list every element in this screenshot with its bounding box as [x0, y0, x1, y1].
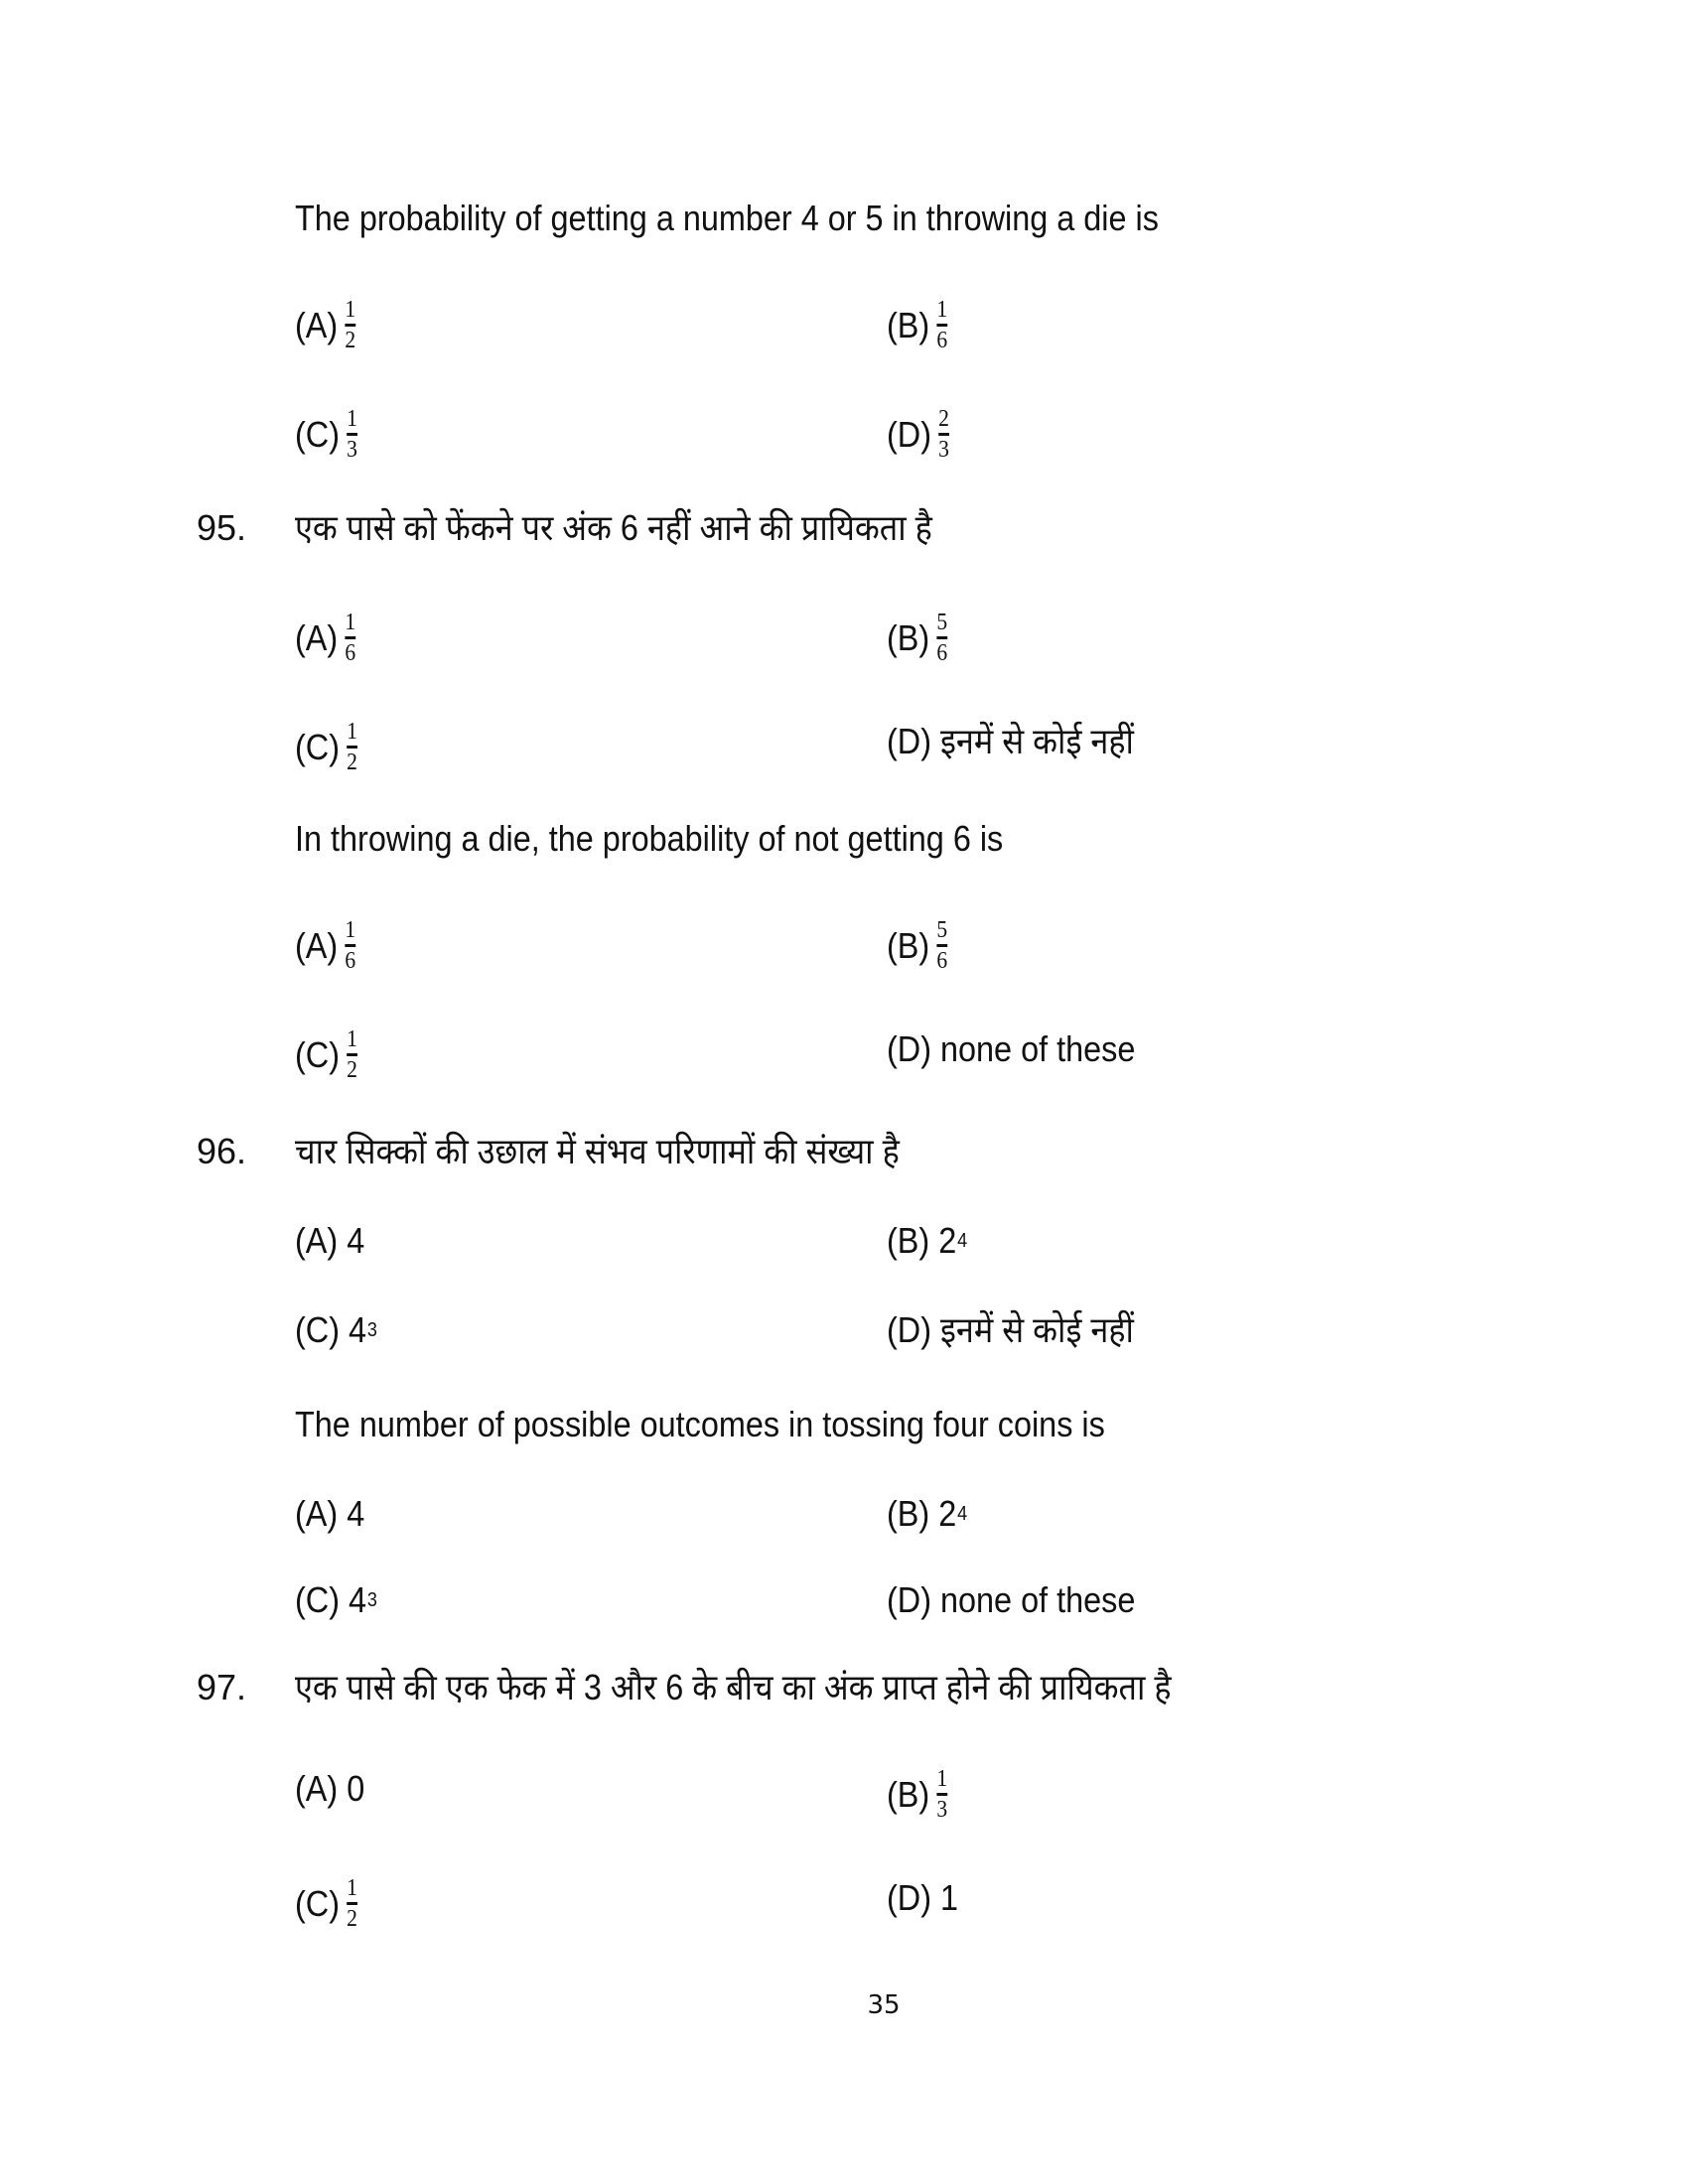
- option-c: (C) $\frac{1}{3}$: [295, 406, 357, 463]
- option-a: (A) $\frac{1}{6}$: [295, 917, 356, 974]
- option-a: (A) $\frac{1}{2}$: [295, 297, 356, 353]
- question-text: The probability of getting a number 4 or 5 in throwing a die is: [295, 198, 1159, 238]
- option-d: (D) इनमें से कोई नहीं: [887, 1309, 1134, 1350]
- question-number: 96.: [197, 1131, 247, 1171]
- option-b: (B) 2 4: [887, 1493, 968, 1534]
- option-a: (A) $\frac{1}{6}$: [295, 610, 356, 666]
- fraction: $\frac{1}{3}$: [347, 406, 357, 463]
- page-number: 35: [867, 1990, 901, 2020]
- option-d: (D) $\frac{2}{3}$: [887, 406, 949, 463]
- option-b: (B) $\frac{1}{3}$: [887, 1766, 948, 1823]
- option-b: (B) $\frac{1}{6}$: [887, 297, 948, 353]
- fraction: $\frac{1}{2}$: [347, 1875, 357, 1932]
- fraction: $\frac{1}{2}$: [345, 297, 356, 353]
- option-a: (A) 0: [295, 1768, 365, 1809]
- option-a: (A) 4: [295, 1220, 365, 1261]
- option-d: (D) none of these: [887, 1579, 1136, 1620]
- fraction: $\frac{1}{3}$: [936, 1766, 948, 1823]
- option-c: (C) 4 3: [295, 1579, 377, 1620]
- option-d: (D) इनमें से कोई नहीं: [887, 721, 1134, 761]
- fraction: $\frac{5}{6}$: [936, 610, 948, 666]
- option-a: (A) 4: [295, 1493, 365, 1534]
- option-c: (C) 4 3: [295, 1309, 377, 1350]
- question-number: 97.: [197, 1667, 247, 1707]
- fraction: $\frac{5}{6}$: [936, 917, 948, 974]
- fraction: $\frac{1}{2}$: [347, 1026, 357, 1083]
- question-text: एक पासे की एक फेक में 3 और 6 के बीच का अंक प्राप्त होने की प्रायिकता है: [295, 1667, 1172, 1707]
- option-c: (C) $\frac{1}{2}$: [295, 1875, 357, 1932]
- question-number: 95.: [197, 507, 247, 548]
- fraction: $\frac{1}{6}$: [936, 297, 948, 353]
- option-b: (B) 2 4: [887, 1220, 968, 1261]
- option-c: (C) $\frac{1}{2}$: [295, 1026, 357, 1083]
- fraction: $\frac{1}{6}$: [345, 610, 356, 666]
- fraction: $\frac{2}{3}$: [938, 406, 949, 463]
- question-text: The number of possible outcomes in tossing four coins is: [295, 1404, 1105, 1444]
- option-b: (B) $\frac{5}{6}$: [887, 610, 948, 666]
- option-d: (D) none of these: [887, 1028, 1136, 1069]
- option-d: (D) 1: [887, 1877, 959, 1918]
- fraction: $\frac{1}{2}$: [347, 719, 357, 775]
- question-text: चार सिक्कों की उछाल में संभव परिणामों की संख्या है: [295, 1131, 900, 1171]
- question-text: एक पासे को फेंकने पर अंक 6 नहीं आने की प्रायिकता है: [295, 507, 932, 548]
- option-c: (C) $\frac{1}{2}$: [295, 719, 357, 775]
- fraction: $\frac{1}{6}$: [345, 917, 356, 974]
- question-text: In throwing a die, the probability of not getting 6 is: [295, 818, 1004, 859]
- option-b: (B) $\frac{5}{6}$: [887, 917, 948, 974]
